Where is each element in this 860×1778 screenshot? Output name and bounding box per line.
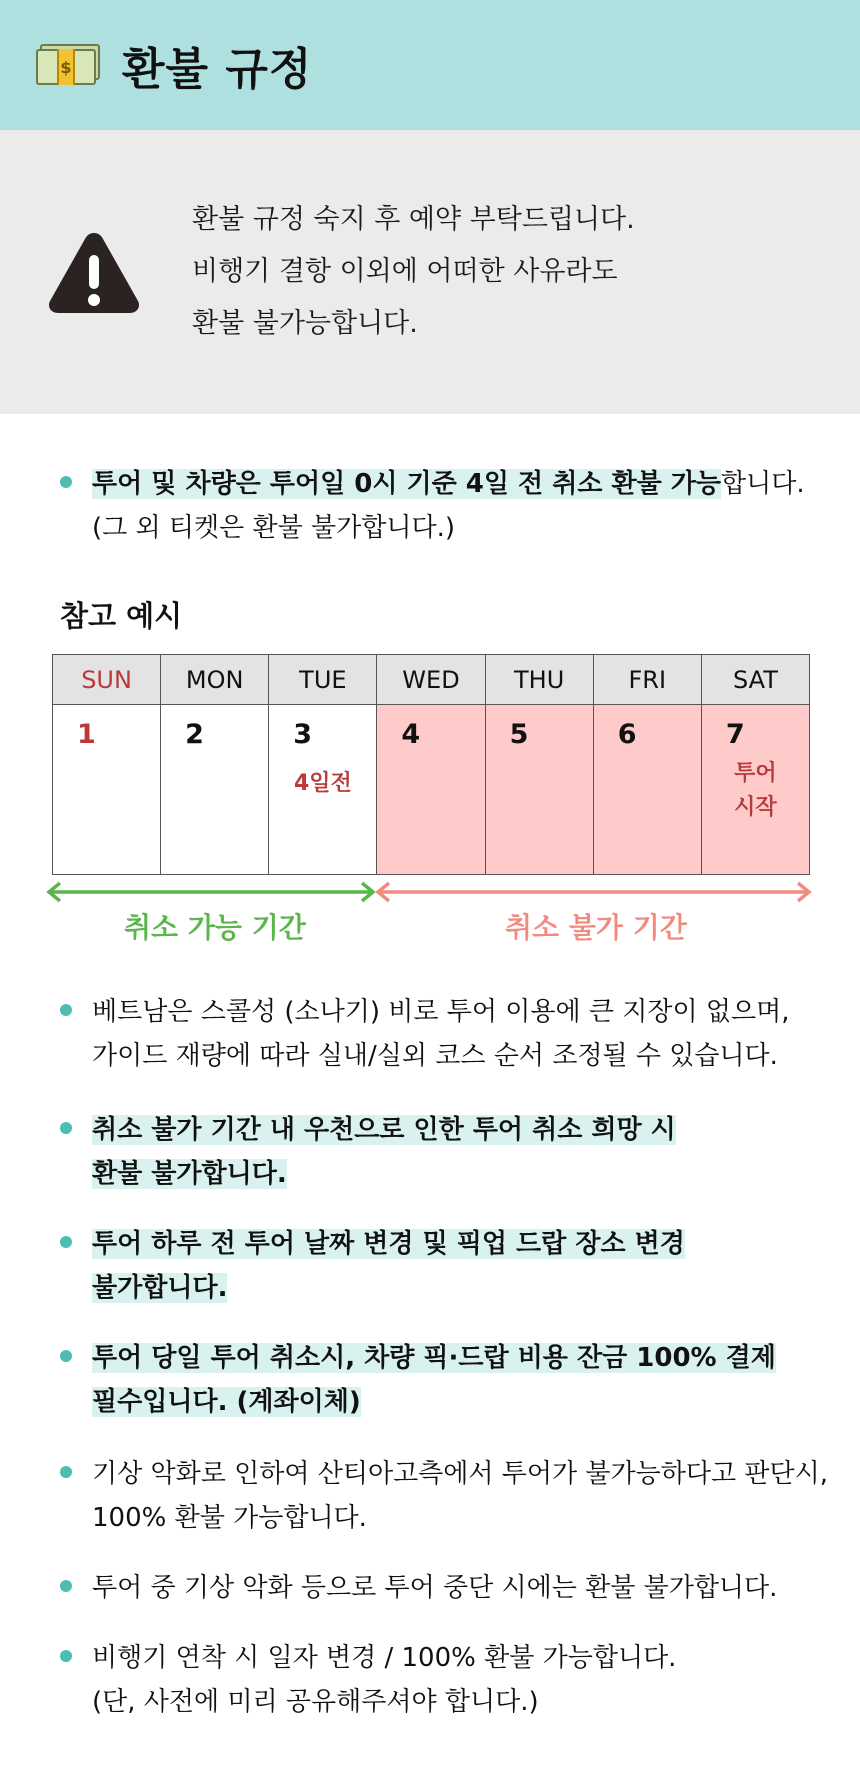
bullet-dot <box>60 1580 72 1592</box>
policy-highlight: 필수입니다. (계좌이체) <box>92 1387 361 1417</box>
warning-text <box>192 194 635 350</box>
tour-start-note <box>702 757 809 825</box>
bullet-dot <box>60 1350 72 1362</box>
date-number: 6 <box>617 719 637 750</box>
date-number: 3 <box>293 719 313 750</box>
policy-highlight: 투어 당일 투어 취소시, 차량 픽·드랍 비용 잔금 100% 결제 <box>92 1343 776 1373</box>
calendar-cell <box>593 705 701 875</box>
calendar-cell <box>161 705 269 875</box>
policy-highlight: 불가합니다. <box>92 1273 228 1303</box>
policy-line: 투어 중 기상 악화 등으로 투어 중단 시에는 환불 불가합니다. <box>92 1573 778 1603</box>
policy-highlight: 투어 하루 전 투어 날짜 변경 및 픽업 드랍 장소 변경 <box>92 1229 685 1259</box>
policy-line: 가이드 재량에 따라 실내/실외 코스 순서 조정될 수 있습니다. <box>92 1041 778 1071</box>
warning-line: 환불 규정 숙지 후 예약 부탁드립니다. <box>192 204 635 235</box>
bullet-dot <box>60 1466 72 1478</box>
day-header-wed: WED <box>377 655 485 705</box>
four-days-before-note: 4일전 <box>293 771 352 796</box>
money-with-wings-icon: $ <box>36 44 100 86</box>
policy-highlight: 환불 불가합니다. <box>92 1159 287 1189</box>
cancel-impossible-label: 취소 불가 기간 <box>505 911 687 944</box>
bullet-dot <box>60 476 72 488</box>
policy-line: 기상 악화로 인하여 산티아고측에서 투어가 불가능하다고 판단시, <box>92 1459 828 1489</box>
warning-line: 환불 불가능합니다. <box>192 308 418 339</box>
date-number: 1 <box>77 719 96 750</box>
policy-highlight: 취소 불가 기간 내 우천으로 인한 투어 취소 희망 시 <box>92 1115 676 1145</box>
policy-highlight: 투어 및 차량은 투어일 0시 기준 4일 전 취소 환불 가능 <box>92 469 722 499</box>
day-header-fri: FRI <box>593 655 701 705</box>
policy-line: (단, 사전에 미리 공유해주셔야 합니다.) <box>92 1687 539 1717</box>
date-number: 7 <box>725 719 745 750</box>
calendar-cell <box>377 705 485 875</box>
cancel-possible-label: 취소 가능 기간 <box>124 911 306 944</box>
day-header-mon: MON <box>161 655 269 705</box>
policy-item <box>60 1336 776 1424</box>
policy-note: (그 외 티켓은 환불 불가합니다.) <box>92 513 456 543</box>
date-number: 5 <box>509 719 529 750</box>
page-header <box>0 0 860 130</box>
warning-triangle-icon <box>46 229 142 315</box>
tour-start-line: 투어 <box>734 761 777 786</box>
bullet-dot <box>60 1004 72 1016</box>
bullet-dot <box>60 1236 72 1248</box>
policy-tail: 합니다. <box>721 469 805 499</box>
policy-item <box>60 1636 676 1724</box>
policy-item <box>60 1452 828 1540</box>
day-header-tue: TUE <box>269 655 377 705</box>
policy-item <box>60 462 805 550</box>
policy-line: 100% 환불 가능합니다. <box>92 1503 367 1533</box>
policy-item <box>60 1108 676 1196</box>
warning-line: 비행기 결항 이외에 어떠한 사유라도 <box>192 256 618 287</box>
date-number: 4 <box>401 719 421 750</box>
calendar-cell <box>485 705 593 875</box>
page-title: 환불 규정 <box>122 44 313 95</box>
policy-item <box>60 1566 777 1610</box>
policy-item <box>60 990 789 1078</box>
policy-line: 베트남은 스콜성 (소나기) 비로 투어 이용에 큰 지장이 없으며, <box>92 997 790 1027</box>
calendar-cell <box>53 705 161 875</box>
policy-item <box>60 1222 685 1310</box>
bullet-dot <box>60 1122 72 1134</box>
calendar-cell <box>701 705 809 875</box>
warning-box <box>0 130 860 414</box>
date-number: 2 <box>185 719 204 750</box>
policy-line: 비행기 연착 시 일자 변경 / 100% 환불 가능합니다. <box>92 1643 677 1673</box>
tour-start-line: 시작 <box>734 795 777 820</box>
day-header-thu: THU <box>485 655 593 705</box>
period-arrows <box>44 880 820 904</box>
calendar-cell <box>269 705 377 875</box>
day-header-sun: SUN <box>53 655 161 705</box>
example-title: 참고 예시 <box>60 599 183 633</box>
bullet-dot <box>60 1650 72 1662</box>
day-header-sat: SAT <box>701 655 809 705</box>
cancellation-calendar <box>52 654 810 875</box>
